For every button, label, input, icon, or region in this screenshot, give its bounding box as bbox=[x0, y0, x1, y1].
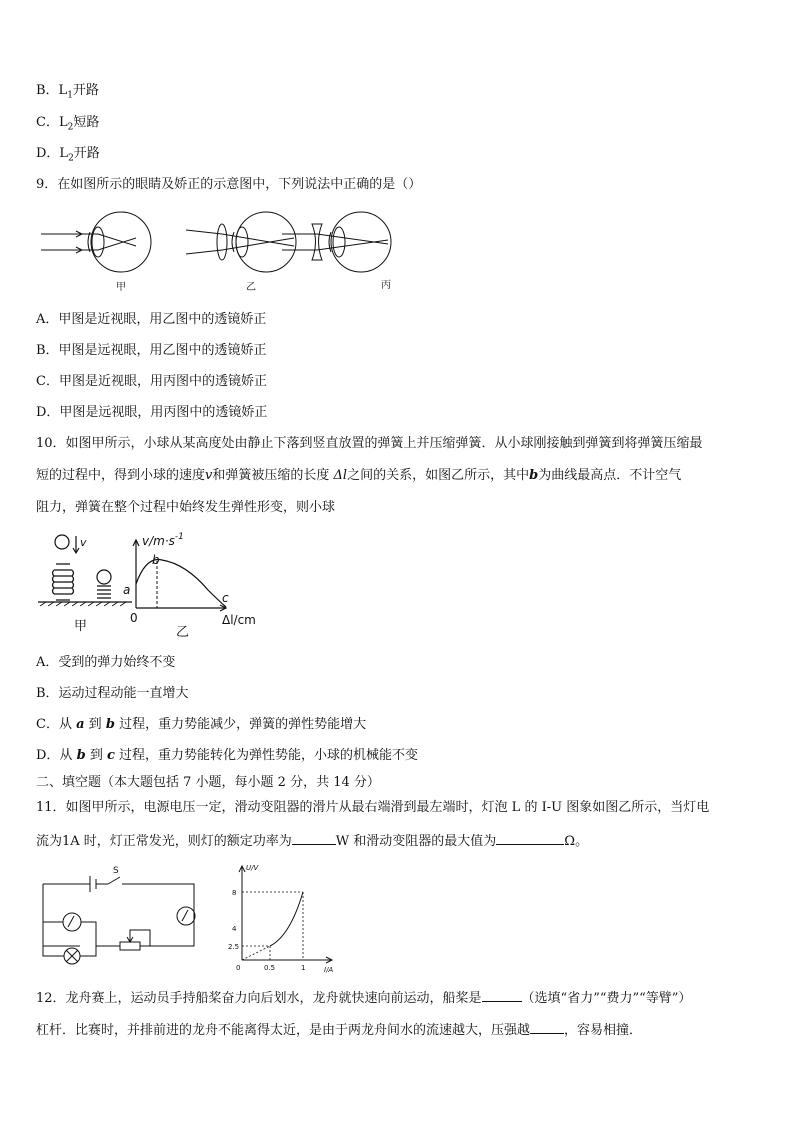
q11-fig-xaxis: I/A bbox=[324, 966, 334, 974]
q9-fig-label-jia: 甲 bbox=[116, 282, 126, 293]
q8-option-b: B．$L_1$开路 bbox=[36, 83, 99, 101]
q11-fig-tick-1: 1 bbox=[301, 964, 306, 972]
q10-stem: 10．如图甲所示，小球从某高度处由静止下落到竖直放置的弹簧上并压缩弹簧．从小球刚接触到弹簧到将弹簧压缩最 短的过程中，得到小球的速度v和弹簧被压缩的长度 Δl之间的关系，如图乙所示，其中b为曲线最高点．不计空气 阻力，弹簧在整个过程中始终发生弹性形变，则小球 bbox=[36, 436, 703, 515]
q10-fig-point-a: a bbox=[123, 583, 131, 597]
q10-spring-graph-figure bbox=[36, 530, 276, 642]
q11-iu-graph-figure bbox=[228, 860, 348, 978]
q11-line-1: 11．如图甲所示，电源电压一定，滑动变阻器的滑片从最右端滑到最左端时，灯泡 L 的 I-U 图象如图乙所示，当灯电 bbox=[36, 800, 710, 815]
q9-option-a: A．甲图是近视眼，用乙图中的透镜娇正 bbox=[36, 312, 267, 327]
q12-line-2: 杠杆．比赛时，并排前进的龙舟不能离得太近，是由于两龙舟间水的流速越大，压强越 ，容易相撞． bbox=[36, 1020, 642, 1040]
q10-option-d: D．从 b 到 c 过程，重力势能转化为弹性势能，小球的机械能不变 bbox=[36, 748, 419, 763]
q11-fig-tick-4: 4 bbox=[232, 925, 237, 933]
q11-fig-tick-8: 8 bbox=[232, 889, 237, 897]
q10-fig-xlabel: Δl/cm bbox=[222, 613, 256, 627]
q12-blank-lever-type[interactable] bbox=[482, 988, 522, 1002]
q11-line-2: 流为1A 时，灯正常发光，则灯的额定功率为 W 和滑动变阻器的最大值为 Ω。 bbox=[36, 831, 588, 851]
q11-fig-switch-label: S bbox=[113, 866, 119, 876]
q9-option-b: B．甲图是远视眼，用乙图中的透镜娇正 bbox=[36, 343, 267, 358]
q10-fig-ylabel: $v/m\cdot s^{-1}$ bbox=[142, 532, 184, 548]
q11-fig-tick-25: 2.5 bbox=[228, 943, 240, 951]
q12-blank-pressure[interactable] bbox=[530, 1020, 564, 1034]
q10-option-b: B．运动过程动能一直增大 bbox=[36, 686, 189, 701]
q10-fig-point-b: b bbox=[152, 553, 160, 567]
q10-fig-jia: 甲 bbox=[74, 619, 88, 634]
q10-option-c: C．从 a 到 b 过程，重力势能减少，弹簧的弹性势能增大 bbox=[36, 717, 367, 732]
q9-fig-label-yi: 乙 bbox=[246, 282, 256, 293]
q9-fig-label-bing: 丙 bbox=[381, 280, 391, 291]
q10-fig-yi: 乙 bbox=[176, 625, 190, 640]
q10-fig-origin: 0 bbox=[130, 611, 138, 625]
section-2-heading: 二、填空题（本大题包括 7 小题，每小题 2 分，共 14 分） bbox=[36, 775, 380, 790]
q10-fig-point-c: c bbox=[222, 591, 229, 605]
q9-stem: 9．在如图所示的眼睛及娇正的示意图中，下列说法中正确的是（） bbox=[36, 177, 422, 192]
q9-option-d: D．甲图是远视眼，用丙图中的透镜娇正 bbox=[36, 405, 268, 420]
q9-option-c: C．甲图是近视眼，用丙图中的透镜娇正 bbox=[36, 374, 267, 389]
q12-line-1: 12．龙舟赛上，运动员手持船桨奋力向后划水，龙舟就快速向前运动，船桨是 （选填“省力”“费力”“等臂”） bbox=[36, 988, 691, 1008]
q8-option-d: D．$L_2$开路 bbox=[36, 146, 100, 164]
q11-circuit-figure bbox=[40, 860, 220, 970]
q10-fig-v: v bbox=[80, 536, 87, 549]
q11-blank-power[interactable] bbox=[292, 831, 336, 845]
q11-fig-tick-05: 0.5 bbox=[264, 964, 276, 972]
q9-eye-figure bbox=[36, 200, 406, 296]
q8-option-c: C．$L_2$短路 bbox=[36, 115, 100, 133]
q11-fig-origin: 0 bbox=[236, 964, 241, 972]
q11-fig-yaxis: U/V bbox=[246, 864, 259, 872]
q10-option-a: A．受到的弹力始终不变 bbox=[36, 655, 176, 670]
q11-blank-resistance[interactable] bbox=[496, 831, 564, 845]
